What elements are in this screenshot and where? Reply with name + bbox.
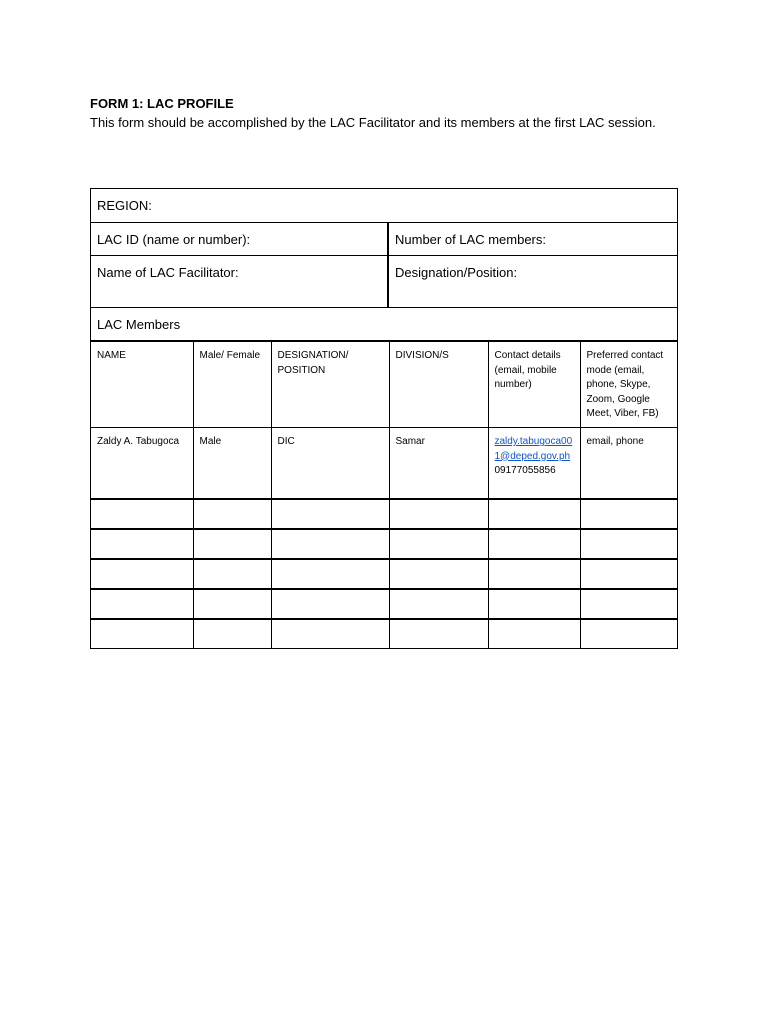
empty-cell[interactable] [91,499,193,529]
empty-cell[interactable] [91,619,193,648]
empty-cell[interactable] [271,499,389,529]
member-email-link[interactable]: zaldy.tabugoca001@deped.gov.ph [494,436,573,462]
empty-cell[interactable] [193,559,271,589]
header-contact: Contact details (email, mobile number) [488,342,580,428]
empty-cell[interactable] [580,619,677,648]
member-mobile: 09177055856 [494,465,556,476]
empty-cell[interactable] [271,619,389,648]
member-contact[interactable] [488,428,580,499]
empty-cell[interactable] [488,619,580,648]
lac-profile-form [90,188,678,649]
table-row-empty [91,589,677,619]
empty-cell[interactable] [271,559,389,589]
empty-cell[interactable] [488,559,580,589]
num-members-field[interactable]: Number of LAC members: [395,232,546,247]
region-row [91,189,677,222]
form-title: FORM 1: LAC PROFILE [90,96,234,111]
table-row-empty [91,559,677,589]
form-instruction: This form should be accomplished by the LAC Facilitator and its members at the first LAC session. [90,115,656,130]
table-row-empty [91,619,677,648]
facilitator-row [91,255,677,307]
empty-cell[interactable] [580,589,677,619]
empty-cell[interactable] [389,589,488,619]
facilitator-field[interactable]: Name of LAC Facilitator: [91,256,389,307]
empty-cell[interactable] [91,589,193,619]
header-designation: DESIGNATION/ POSITION [271,342,389,428]
empty-cell[interactable] [389,499,488,529]
member-sex[interactable]: Male [193,428,271,499]
empty-cell[interactable] [580,499,677,529]
empty-cell[interactable] [193,589,271,619]
table-header-row [91,342,677,428]
form-heading [90,94,680,132]
header-name: NAME [91,342,193,428]
empty-cell[interactable] [389,529,488,559]
empty-cell[interactable] [488,589,580,619]
designation-field[interactable]: Designation/Position: [395,265,518,280]
lac-id-row [91,222,677,255]
members-table [91,341,677,648]
empty-cell[interactable] [193,499,271,529]
members-label-row [91,307,677,340]
table-row [91,428,677,499]
empty-cell[interactable] [271,589,389,619]
empty-cell[interactable] [389,619,488,648]
empty-cell[interactable] [193,619,271,648]
empty-cell[interactable] [193,529,271,559]
header-division: DIVISION/S [389,342,488,428]
region-field[interactable]: REGION: [97,198,152,213]
empty-cell[interactable] [91,559,193,589]
empty-cell[interactable] [580,559,677,589]
table-row-empty [91,499,677,529]
empty-cell[interactable] [488,499,580,529]
empty-cell[interactable] [271,529,389,559]
header-preferred: Preferred contact mode (email, phone, Skype, Zoom, Google Meet, Viber, FB) [580,342,677,428]
empty-cell[interactable] [580,529,677,559]
member-preferred[interactable]: email, phone [580,428,677,499]
member-designation[interactable]: DIC [271,428,389,499]
empty-cell[interactable] [389,559,488,589]
table-row-empty [91,529,677,559]
header-sex: Male/ Female [193,342,271,428]
lac-id-field[interactable]: LAC ID (name or number): [91,223,389,255]
member-name[interactable]: Zaldy A. Tabugoca [91,428,193,499]
members-table-row [91,340,677,648]
empty-cell[interactable] [91,529,193,559]
members-label: LAC Members [97,317,181,332]
empty-cell[interactable] [488,529,580,559]
member-division[interactable]: Samar [389,428,488,499]
